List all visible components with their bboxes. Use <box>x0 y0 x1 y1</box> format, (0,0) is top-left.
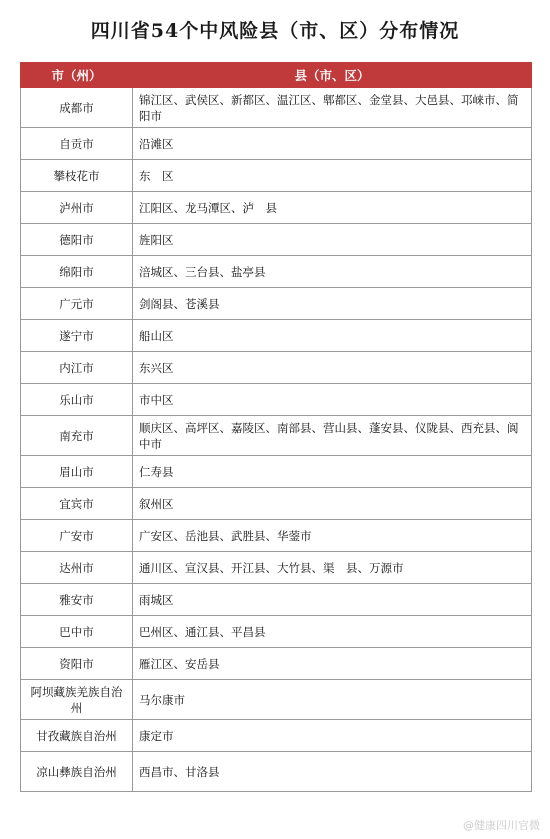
table-row <box>21 320 532 352</box>
county-cell: 船山区 <box>133 320 532 352</box>
city-cell: 绵阳市 <box>21 256 133 288</box>
table-row <box>21 720 532 752</box>
city-cell: 自贡市 <box>21 128 133 160</box>
city-cell: 内江市 <box>21 352 133 384</box>
county-cell: 顺庆区、高坪区、嘉陵区、南部县、营山县、蓬安县、仪陇县、西充县、阆中市 <box>133 416 532 456</box>
table-row <box>21 752 532 792</box>
city-cell: 广元市 <box>21 288 133 320</box>
city-cell: 资阳市 <box>21 648 133 680</box>
city-cell: 宜宾市 <box>21 488 133 520</box>
table-row <box>21 616 532 648</box>
city-cell: 甘孜藏族自治州 <box>21 720 133 752</box>
county-cell: 旌阳区 <box>133 224 532 256</box>
table-row <box>21 416 532 456</box>
city-cell: 达州市 <box>21 552 133 584</box>
city-cell: 成都市 <box>21 88 133 128</box>
city-cell: 巴中市 <box>21 616 133 648</box>
table-row <box>21 456 532 488</box>
city-cell: 凉山彝族自治州 <box>21 752 133 792</box>
table-row <box>21 352 532 384</box>
county-cell: 市中区 <box>133 384 532 416</box>
city-cell: 阿坝藏族羌族自治州 <box>21 680 133 720</box>
county-cell: 涪城区、三台县、盐亭县 <box>133 256 532 288</box>
table-row <box>21 648 532 680</box>
county-cell: 巴州区、通江县、平昌县 <box>133 616 532 648</box>
county-cell: 马尔康市 <box>133 680 532 720</box>
city-cell: 乐山市 <box>21 384 133 416</box>
table-header-row <box>21 63 532 88</box>
county-cell: 西昌市、甘洛县 <box>133 752 532 792</box>
city-cell: 泸州市 <box>21 192 133 224</box>
county-cell: 剑阁县、苍溪县 <box>133 288 532 320</box>
city-cell: 德阳市 <box>21 224 133 256</box>
column-header-county: 县（市、区） <box>133 63 532 88</box>
table-row <box>21 128 532 160</box>
city-cell: 眉山市 <box>21 456 133 488</box>
county-cell: 锦江区、武侯区、新都区、温江区、郫都区、金堂县、大邑县、邛崃市、简阳市 <box>133 88 532 128</box>
county-cell: 仁寿县 <box>133 456 532 488</box>
table-row <box>21 224 532 256</box>
table-row <box>21 88 532 128</box>
county-cell: 沿滩区 <box>133 128 532 160</box>
table-row <box>21 584 532 616</box>
city-cell: 南充市 <box>21 416 133 456</box>
county-cell: 叙州区 <box>133 488 532 520</box>
city-cell: 雅安市 <box>21 584 133 616</box>
county-cell: 东 区 <box>133 160 532 192</box>
county-cell: 雁江区、安岳县 <box>133 648 532 680</box>
column-header-city: 市（州） <box>21 63 133 88</box>
watermark: @健康四川官微 <box>463 819 540 832</box>
county-cell: 康定市 <box>133 720 532 752</box>
table-row <box>21 680 532 720</box>
county-cell: 东兴区 <box>133 352 532 384</box>
table-row <box>21 192 532 224</box>
page-title: 四川省54个中风险县（市、区）分布情况 <box>90 20 460 42</box>
city-cell: 广安市 <box>21 520 133 552</box>
table-row <box>21 520 532 552</box>
county-cell: 广安区、岳池县、武胜县、华蓥市 <box>133 520 532 552</box>
city-cell: 遂宁市 <box>21 320 133 352</box>
table-row <box>21 256 532 288</box>
county-cell: 江阳区、龙马潭区、泸 县 <box>133 192 532 224</box>
table-row <box>21 552 532 584</box>
city-cell: 攀枝花市 <box>21 160 133 192</box>
table-row <box>21 288 532 320</box>
county-cell: 通川区、宣汉县、开江县、大竹县、渠 县、万源市 <box>133 552 532 584</box>
table-row <box>21 488 532 520</box>
table-row <box>21 384 532 416</box>
county-cell: 雨城区 <box>133 584 532 616</box>
table-row <box>21 160 532 192</box>
risk-area-table <box>20 62 532 792</box>
